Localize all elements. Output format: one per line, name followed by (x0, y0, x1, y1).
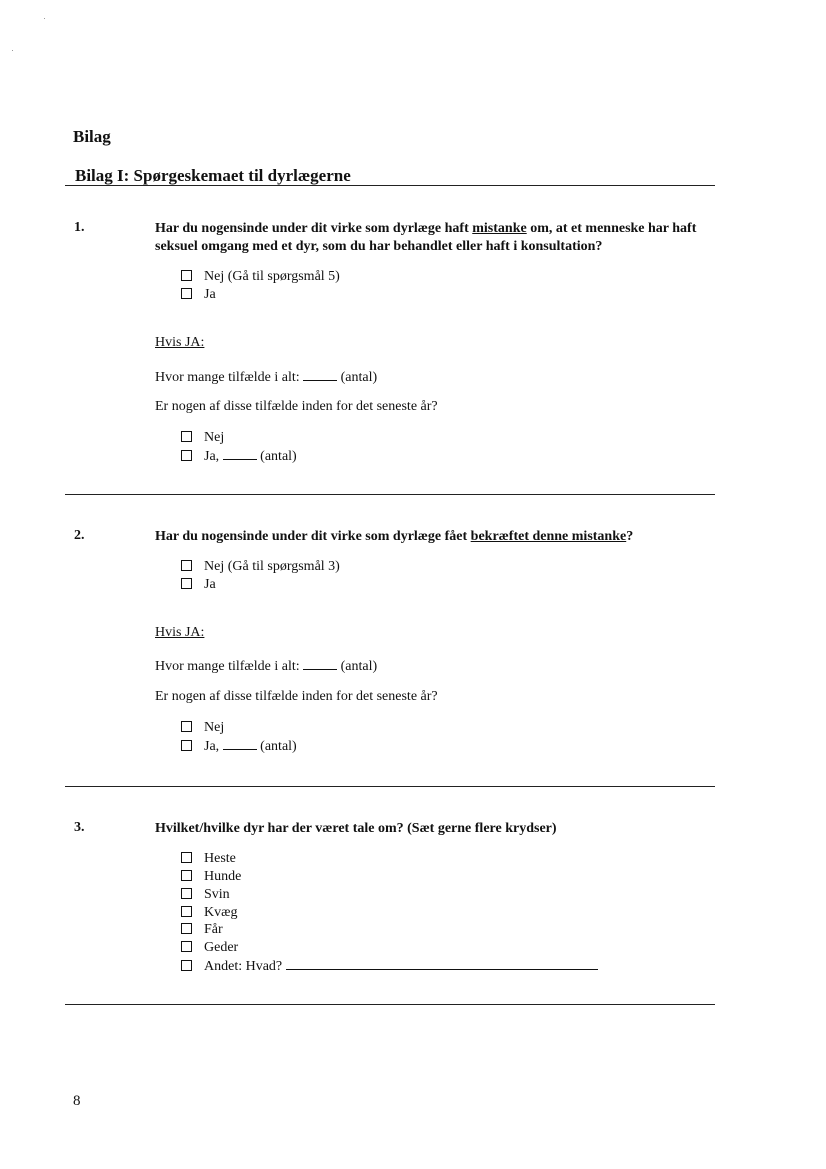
scan-speck (44, 18, 45, 19)
section-divider (65, 786, 715, 787)
checkbox-icon[interactable] (181, 888, 192, 899)
option-label: Ja, (204, 739, 220, 754)
option-geder[interactable] (181, 939, 238, 957)
question-text-part: ? (626, 529, 634, 544)
checkbox-icon[interactable] (181, 740, 192, 751)
count-field[interactable] (223, 737, 257, 750)
option-yes[interactable] (181, 286, 216, 304)
option-andet[interactable] (181, 957, 598, 976)
other-text-field[interactable] (286, 957, 598, 970)
scan-speck (12, 50, 13, 51)
count-field[interactable] (303, 368, 337, 381)
if-yes-label: Hvis JA: (155, 625, 205, 640)
checkbox-icon[interactable] (181, 721, 192, 732)
question-text-emphasis: bekræftet denne mistanke (470, 529, 627, 544)
recent-option-no[interactable] (181, 719, 224, 737)
how-many-line (155, 657, 377, 675)
antal-label: (antal) (340, 370, 378, 385)
question-text-part: Har du nogensinde under dit virke som dyrlæge haft (155, 221, 473, 236)
option-label: Heste (204, 851, 236, 866)
checkbox-icon[interactable] (181, 560, 192, 571)
checkbox-icon[interactable] (181, 450, 192, 461)
option-label: Nej (204, 430, 225, 445)
question-text-part: om, at et menneske har haft seksuel omgang med et dyr, som du har behandlet eller haft i konsultation? (155, 221, 697, 254)
recent-option-yes[interactable] (181, 447, 297, 466)
option-label: Andet: Hvad? (204, 959, 283, 974)
checkbox-icon[interactable] (181, 941, 192, 952)
checkbox-icon[interactable] (181, 431, 192, 442)
option-svin[interactable] (181, 886, 230, 904)
how-many-label: Hvor mange tilfælde i alt: (155, 659, 300, 674)
option-label: Ja (204, 287, 216, 302)
checkbox-icon[interactable] (181, 923, 192, 934)
antal-label: (antal) (340, 659, 378, 674)
antal-label: (antal) (260, 739, 297, 754)
option-label: Hunde (204, 869, 242, 884)
section-title: Bilag (73, 127, 111, 146)
recent-question: Er nogen af disse tilfælde inden for det seneste år? (155, 689, 438, 704)
checkbox-icon[interactable] (181, 288, 192, 299)
count-field[interactable] (303, 657, 337, 670)
question-text-emphasis: mistanke (472, 221, 527, 236)
option-hunde[interactable] (181, 868, 241, 886)
question-text-part: Har du nogensinde under dit virke som dyrlæge fået (155, 529, 471, 544)
question-text (155, 220, 715, 256)
how-many-line (155, 368, 377, 386)
option-heste[interactable] (181, 850, 236, 868)
option-label: Nej (204, 720, 225, 735)
page-subtitle: Bilag I: Spørgeskemaet til dyrlægerne (75, 166, 351, 185)
question-text: Hvilket/hvilke dyr har der været tale om? (Sæt gerne flere krydser) (155, 821, 557, 836)
option-label: Får (204, 922, 223, 937)
question-number: 3. (74, 820, 85, 835)
checkbox-icon[interactable] (181, 960, 192, 971)
count-field[interactable] (223, 447, 257, 460)
option-label: Ja, (204, 449, 220, 464)
subtitle-rule (65, 185, 715, 186)
checkbox-icon[interactable] (181, 852, 192, 863)
option-no[interactable] (181, 268, 340, 286)
option-label: Svin (204, 887, 230, 902)
recent-option-yes[interactable] (181, 737, 297, 756)
section-divider (65, 1004, 715, 1005)
section-divider (65, 494, 715, 495)
option-label: Ja (204, 577, 216, 592)
checkbox-icon[interactable] (181, 906, 192, 917)
recent-question: Er nogen af disse tilfælde inden for det seneste år? (155, 399, 438, 414)
option-kvaeg[interactable] (181, 904, 237, 922)
recent-option-no[interactable] (181, 429, 224, 447)
checkbox-icon[interactable] (181, 870, 192, 881)
antal-label: (antal) (260, 449, 297, 464)
if-yes-label: Hvis JA: (155, 335, 205, 350)
option-faar[interactable] (181, 921, 223, 939)
option-label: Nej (Gå til spørgsmål 3) (204, 559, 340, 574)
option-yes[interactable] (181, 576, 216, 594)
option-label: Geder (204, 940, 239, 955)
option-label: Nej (Gå til spørgsmål 5) (204, 269, 340, 284)
checkbox-icon[interactable] (181, 578, 192, 589)
option-no[interactable] (181, 558, 340, 576)
question-number: 2. (74, 528, 85, 543)
how-many-label: Hvor mange tilfælde i alt: (155, 370, 300, 385)
page-number: 8 (73, 1093, 81, 1109)
question-number: 1. (74, 220, 85, 235)
question-text (155, 528, 715, 546)
checkbox-icon[interactable] (181, 270, 192, 281)
option-label: Kvæg (204, 905, 238, 920)
